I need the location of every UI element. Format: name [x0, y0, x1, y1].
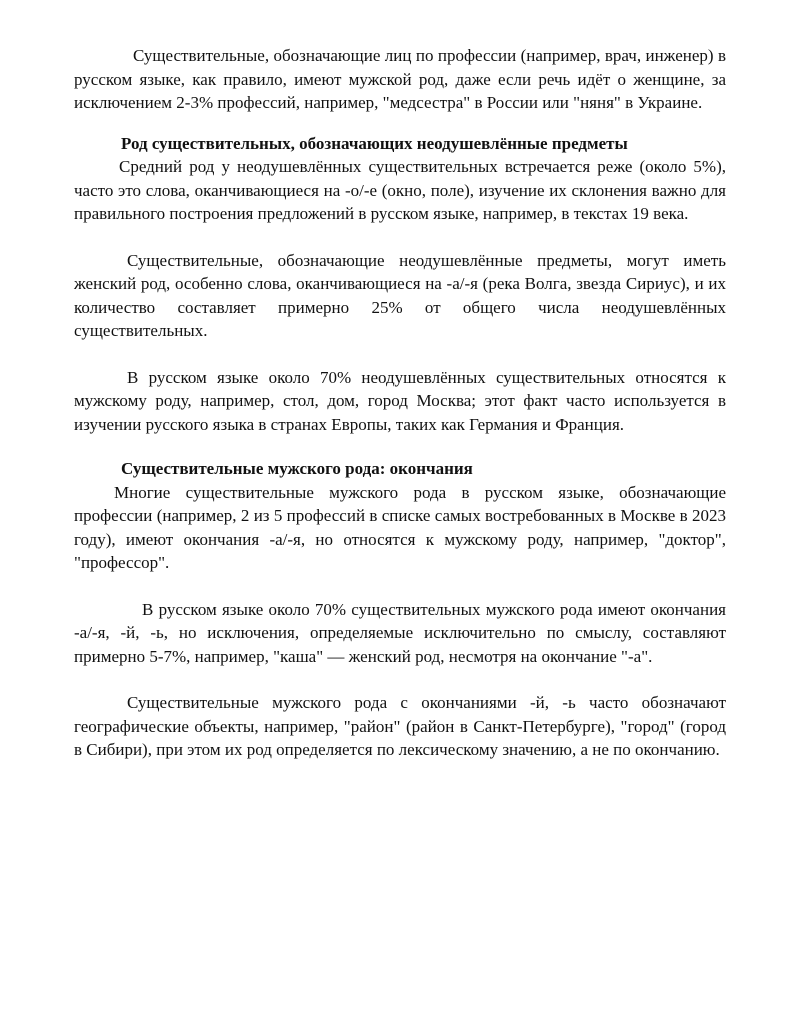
- paragraph-neuter-gender: Средний род у неодушевлённых существительных встречается реже (около 5%), часто это слова, оканчивающиеся на -о/-е (окно, поле), изучение их склонения важно для правильного построения предложений в русском языке, например, в текстах 19 века.: [74, 157, 726, 223]
- paragraph-masculine-endings-exceptions: В русском языке около 70% существительных мужского рода имеют окончания -а/-я, -й, -ь, но исключения, определяемые исключительно по смыслу, составляют примерно 5-7%, например, "каша" — женский род, несмотря на окончание "-а".: [74, 599, 726, 666]
- document-page: [74, 44, 726, 762]
- paragraph-geographic-nouns: Существительные мужского рода с окончаниями -й, -ь часто обозначают географические объекты, например, "район" (район в Санкт-Петербурге), "город" (город в Сибири), при этом их род определяется по лексическому значению, а не по окончанию.: [74, 693, 726, 759]
- paragraph-masculine-share: В русском языке около 70% неодушевлённых существительных относятся к мужскому роду, например, стол, дом, город Москва; этот факт часто используется в изучении русского языка в странах Европы, таких как Германия и Франция.: [74, 367, 726, 434]
- heading-inanimate-nouns-gender: Род существительных, обозначающих неодушевлённые предметы: [121, 133, 628, 153]
- paragraph-professions-endings: Многие существительные мужского рода в русском языке, обозначающие профессии (например, 2 из 5 профессий в списке самых востребованных в Москве в 2023 году), имеют окончания -а/-я, но относятся к мужскому роду, например, "доктор", "профессор".: [74, 482, 726, 572]
- paragraph-professions-gender: Существительные, обозначающие лиц по профессии (например, врач, инженер) в русском языке, как правило, имеют мужской род, даже если речь идёт о женщине, за исключением 2-3% профессий, например, "медсестра" в России или "няня" в Украине.: [74, 46, 726, 112]
- heading-masculine-endings: Существительные мужского рода: окончания: [121, 459, 473, 478]
- paragraph-feminine-gender: Существительные, обозначающие неодушевлённые предметы, могут иметь женский род, особенно слова, оканчивающиеся на -а/-я (река Волга, звезда Сириус), и их количество составляет примерно 25% от общего числа неодушевлённых существительных.: [74, 250, 726, 340]
